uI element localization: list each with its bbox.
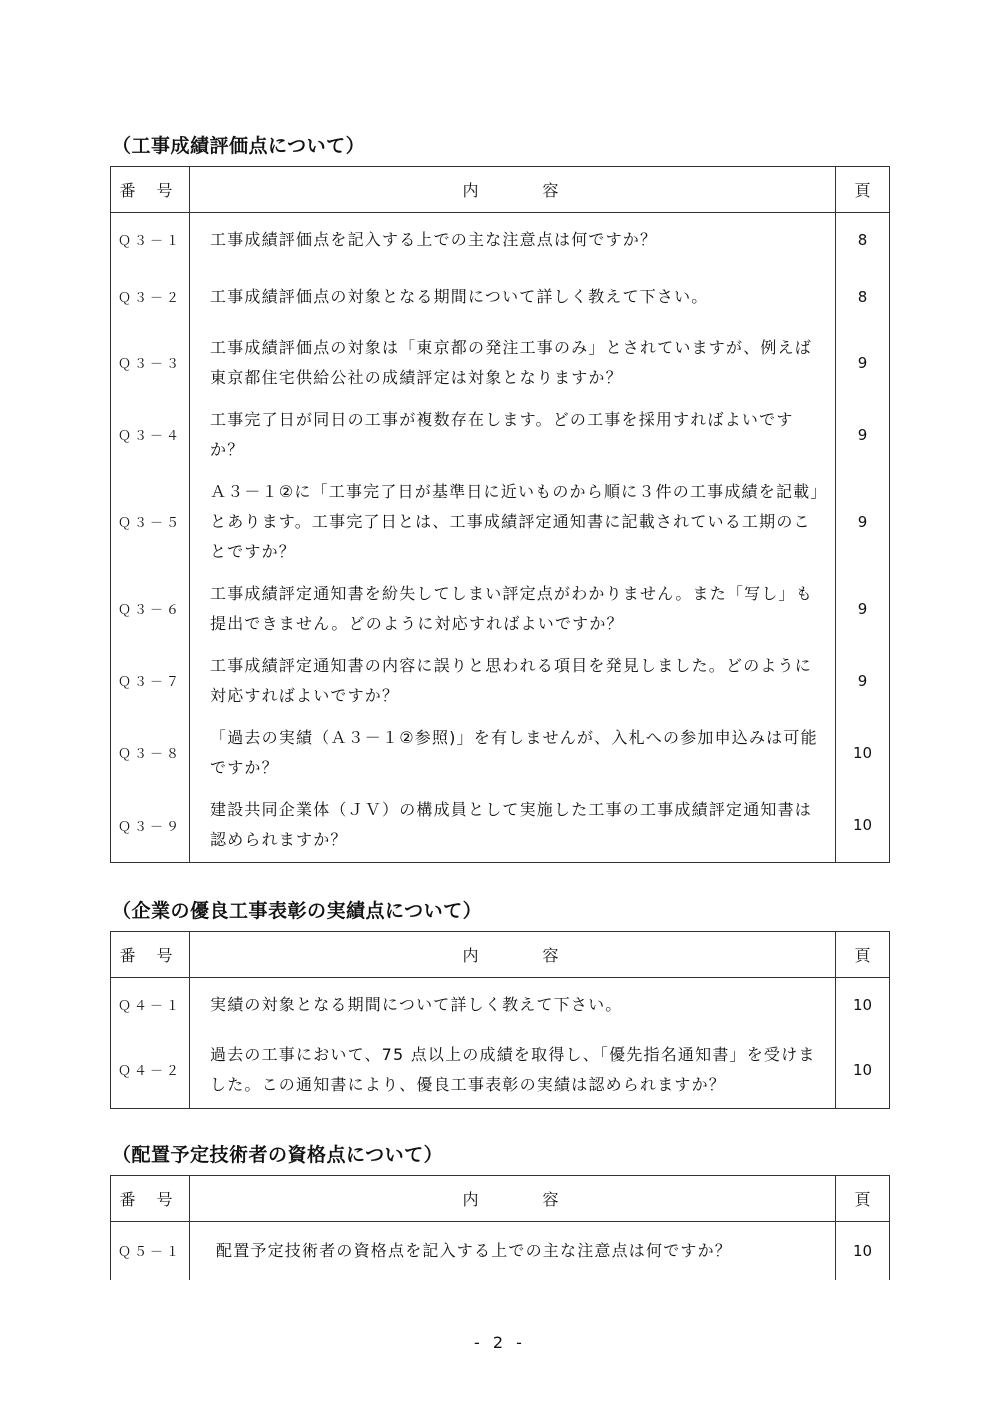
question-number: Ｑ３－８	[111, 717, 190, 789]
question-number: Ｑ３－１	[111, 213, 190, 267]
header-number: 番 号	[111, 167, 190, 213]
question-number: Ｑ３－７	[111, 645, 190, 717]
header-page: 頁	[836, 932, 890, 978]
page-ref: 9	[836, 327, 890, 399]
table-row	[111, 789, 890, 863]
question-text: 「過去の実績（Ａ３－１②参照)」を有しませんが、入札への参加申込みは可能ですか？	[190, 717, 836, 789]
page-ref: 9	[836, 573, 890, 645]
table-row	[111, 1222, 890, 1280]
question-text: 工事成績評価点の対象は「東京都の発注工事のみ」とされていますが、例えば東京都住宅供給公社の成績評定は対象となりますか？	[190, 327, 836, 399]
table-row	[111, 327, 890, 399]
question-text: 工事成績評定通知書を紛失してしまい評定点がわかりません。また「写し」も提出できません。どのように対応すればよいですか？	[190, 573, 836, 645]
section-title-performance-score: （工事成績評価点について）	[112, 135, 366, 157]
question-text: 工事成績評定通知書の内容に誤りと思われる項目を発見しました。どのように対応すればよいですか？	[190, 645, 836, 717]
question-text: 過去の工事において、75 点以上の成績を取得し、「優先指名通知書」を受けました。この通知書により、優良工事表彰の実績は認められますか？	[190, 1032, 836, 1109]
question-text: 実績の対象となる期間について詳しく教えて下さい。	[190, 978, 836, 1032]
question-text: 配置予定技術者の資格点を記入する上での主な注意点は何ですか？	[190, 1222, 836, 1280]
question-text: Ａ３－１②に「工事完了日が基準日に近いものから順に３件の工事成績を記載」とあります。工事完了日とは、工事成績評定通知書に記載されている工期のことですか？	[190, 471, 836, 573]
table-row	[111, 213, 890, 267]
question-number: Ｑ３－４	[111, 399, 190, 471]
table-header-row	[111, 1176, 890, 1222]
header-content: 内 容	[190, 167, 836, 213]
page-number: - 2 -	[474, 1333, 526, 1352]
page-ref: 8	[836, 213, 890, 267]
table-row	[111, 267, 890, 327]
header-number: 番 号	[111, 1176, 190, 1222]
page-ref: 10	[836, 978, 890, 1032]
page-ref: 10	[836, 789, 890, 863]
header-content: 内 容	[190, 932, 836, 978]
table-row	[111, 1032, 890, 1109]
question-text: 工事成績評価点の対象となる期間について詳しく教えて下さい。	[190, 267, 836, 327]
page-ref: 8	[836, 267, 890, 327]
question-number: Ｑ３－６	[111, 573, 190, 645]
table-header-row	[111, 167, 890, 213]
header-page: 頁	[836, 1176, 890, 1222]
question-number: Ｑ３－９	[111, 789, 190, 863]
header-page: 頁	[836, 167, 890, 213]
faq-table-excellent-work-award	[110, 931, 890, 1109]
header-number: 番 号	[111, 932, 190, 978]
question-number: Ｑ３－５	[111, 471, 190, 573]
page-ref: 9	[836, 471, 890, 573]
question-number: Ｑ４－２	[111, 1032, 190, 1109]
question-number: Ｑ３－２	[111, 267, 190, 327]
table-row	[111, 399, 890, 471]
page-ref: 10	[836, 1032, 890, 1109]
table-row	[111, 717, 890, 789]
table-row	[111, 978, 890, 1032]
question-number: Ｑ３－３	[111, 327, 190, 399]
question-text: 建設共同企業体（ＪＶ）の構成員として実施した工事の工事成績評定通知書は認められますか？	[190, 789, 836, 863]
page-ref: 10	[836, 717, 890, 789]
page-ref: 10	[836, 1222, 890, 1280]
question-text: 工事完了日が同日の工事が複数存在します。どの工事を採用すればよいですか？	[190, 399, 836, 471]
page-ref: 9	[836, 399, 890, 471]
page-ref: 9	[836, 645, 890, 717]
table-row	[111, 573, 890, 645]
table-row	[111, 471, 890, 573]
table-row	[111, 645, 890, 717]
table-header-row	[111, 932, 890, 978]
faq-table-performance-score	[110, 166, 890, 863]
question-text: 工事成績評価点を記入する上での主な注意点は何ですか？	[190, 213, 836, 267]
question-number: Ｑ５－１	[111, 1222, 190, 1280]
header-content: 内 容	[190, 1176, 836, 1222]
section-title-engineer-qualification: （配置予定技術者の資格点について）	[112, 1144, 444, 1166]
question-number: Ｑ４－１	[111, 978, 190, 1032]
section-title-excellent-work-award: （企業の優良工事表彰の実績点について）	[112, 900, 483, 922]
faq-table-engineer-qualification	[110, 1175, 890, 1280]
